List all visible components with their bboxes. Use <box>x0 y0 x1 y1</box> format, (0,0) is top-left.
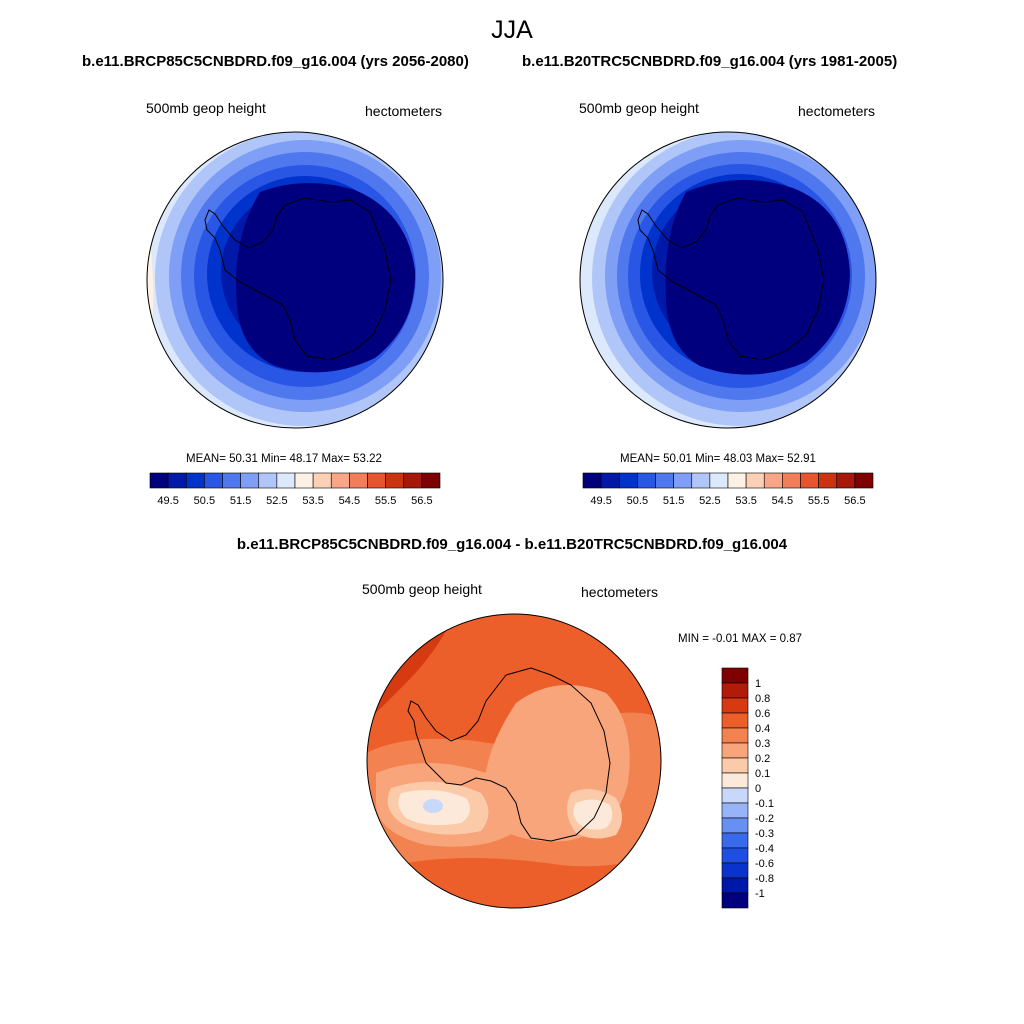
left-units-label: hectometers <box>365 103 443 119</box>
right-colorbar-swatch <box>710 473 728 488</box>
left-colorbar-swatch <box>386 473 404 488</box>
left-colorbar-swatch <box>241 473 259 488</box>
left-colorbar-tick-label: 56.5 <box>411 495 433 507</box>
difference-colorbar-tick-label: -0.4 <box>755 843 774 855</box>
difference-colorbar-tick-label: -1 <box>755 888 765 900</box>
difference-colorbar-swatch <box>722 833 748 848</box>
left-colorbar-tick-label: 49.5 <box>157 495 179 507</box>
right-colorbar-swatch <box>801 473 819 488</box>
difference-colorbar-swatch <box>722 848 748 863</box>
left-colorbar-swatch <box>223 473 241 488</box>
right-colorbar-swatch <box>656 473 674 488</box>
difference-colorbar-swatch <box>722 818 748 833</box>
difference-colorbar-swatch <box>722 893 748 908</box>
difference-colorbar-swatch <box>722 773 748 788</box>
left-colorbar-swatch <box>204 473 222 488</box>
left-colorbar-tick-label: 55.5 <box>374 495 397 507</box>
difference-title: b.e11.BRCP85C5CNBDRD.f09_g16.004 - b.e11.B20TRC5CNBDRD.f09_g16.004 <box>236 536 788 553</box>
right-colorbar-swatch <box>674 473 692 488</box>
left-colorbar-swatch <box>259 473 277 488</box>
right-colorbar-tick-label: 51.5 <box>662 495 685 507</box>
difference-colorbar-tick-label: -0.8 <box>755 873 774 885</box>
left-colorbar-swatch <box>277 473 295 488</box>
difference-colorbar-tick-label: 0.3 <box>755 738 771 750</box>
difference-colorbar-tick-label: 0.6 <box>755 708 771 720</box>
difference-colorbar-swatch <box>722 878 748 893</box>
right-colorbar-swatch <box>692 473 710 488</box>
right-map <box>578 130 878 430</box>
left-colorbar-swatch <box>186 473 204 488</box>
right-colorbar-swatch <box>637 473 655 488</box>
right-colorbar <box>583 473 873 513</box>
left-colorbar-tick-label: 52.5 <box>266 495 288 507</box>
difference-colorbar-swatch <box>722 713 748 728</box>
left-colorbar-swatch <box>168 473 186 488</box>
right-stats: MEAN= 50.01 Min= 48.03 Max= 52.91 <box>620 453 816 465</box>
difference-colorbar-swatch <box>722 803 748 818</box>
difference-colorbar-tick-label: 0.2 <box>755 753 771 765</box>
difference-colorbar-tick-label: -0.1 <box>755 798 774 810</box>
diff-units-label: hectometers <box>581 584 659 600</box>
right-colorbar-tick-label: 53.5 <box>735 495 757 507</box>
right-colorbar-tick-label: 49.5 <box>590 495 612 507</box>
left-map <box>145 130 445 430</box>
left-colorbar-tick-label: 51.5 <box>229 495 252 507</box>
left-colorbar-swatch <box>313 473 331 488</box>
right-colorbar-swatch <box>728 473 746 488</box>
right-units-label: hectometers <box>798 103 876 119</box>
left-colorbar-swatch <box>422 473 440 488</box>
difference-colorbar-swatch <box>722 683 748 698</box>
right-colorbar-swatch <box>855 473 873 488</box>
left-colorbar-swatch <box>368 473 386 488</box>
right-colorbar-swatch <box>601 473 619 488</box>
difference-colorbar-swatch <box>722 698 748 713</box>
difference-colorbar-tick-label: 0.4 <box>755 723 771 735</box>
right-variable-label: 500mb geop height <box>579 100 699 116</box>
difference-map <box>366 613 662 909</box>
left-panel-title: b.e11.BRCP85C5CNBDRD.f09_g16.004 (yrs 2056-2080) <box>82 53 469 70</box>
right-colorbar-tick-label: 56.5 <box>844 495 866 507</box>
difference-colorbar-tick-label: -0.6 <box>755 858 774 870</box>
difference-colorbar-tick-label: -0.2 <box>755 813 774 825</box>
right-colorbar-swatch <box>764 473 782 488</box>
difference-colorbar-tick-label: -0.3 <box>755 828 774 840</box>
diff-stats: MIN = -0.01 MAX = 0.87 <box>678 633 803 645</box>
right-colorbar-swatch <box>782 473 800 488</box>
right-panel-title: b.e11.B20TRC5CNBDRD.f09_g16.004 (yrs 1981-2005) <box>522 53 898 70</box>
diff-variable-label: 500mb geop height <box>362 581 482 597</box>
difference-colorbar-swatch <box>722 788 748 803</box>
difference-colorbar-tick-label: 0 <box>755 783 762 795</box>
difference-colorbar-swatch <box>722 863 748 878</box>
right-colorbar-swatch <box>619 473 637 488</box>
difference-colorbar-swatch <box>722 668 748 683</box>
left-stats: MEAN= 50.31 Min= 48.17 Max= 53.22 <box>186 453 382 465</box>
left-colorbar <box>150 473 440 513</box>
right-colorbar-tick-label: 50.5 <box>626 495 649 507</box>
left-colorbar-tick-label: 50.5 <box>193 495 216 507</box>
left-colorbar-swatch <box>150 473 168 488</box>
difference-colorbar <box>722 668 782 913</box>
left-colorbar-swatch <box>404 473 422 488</box>
right-colorbar-tick-label: 52.5 <box>699 495 721 507</box>
difference-colorbar-swatch <box>722 758 748 773</box>
main-title: JJA <box>491 16 533 44</box>
right-colorbar-swatch <box>583 473 601 488</box>
left-variable-label: 500mb geop height <box>146 100 266 116</box>
left-colorbar-swatch <box>349 473 367 488</box>
difference-colorbar-tick-label: 0.8 <box>755 693 771 705</box>
right-colorbar-tick-label: 54.5 <box>771 495 794 507</box>
difference-colorbar-swatch <box>722 743 748 758</box>
right-colorbar-swatch <box>819 473 837 488</box>
left-colorbar-swatch <box>331 473 349 488</box>
right-colorbar-tick-label: 55.5 <box>807 495 830 507</box>
difference-colorbar-tick-label: 1 <box>755 678 762 690</box>
right-colorbar-swatch <box>746 473 764 488</box>
right-colorbar-swatch <box>837 473 855 488</box>
left-colorbar-tick-label: 54.5 <box>338 495 361 507</box>
difference-colorbar-tick-label: 0.1 <box>755 768 771 780</box>
left-colorbar-swatch <box>295 473 313 488</box>
difference-colorbar-swatch <box>722 728 748 743</box>
left-colorbar-tick-label: 53.5 <box>302 495 324 507</box>
